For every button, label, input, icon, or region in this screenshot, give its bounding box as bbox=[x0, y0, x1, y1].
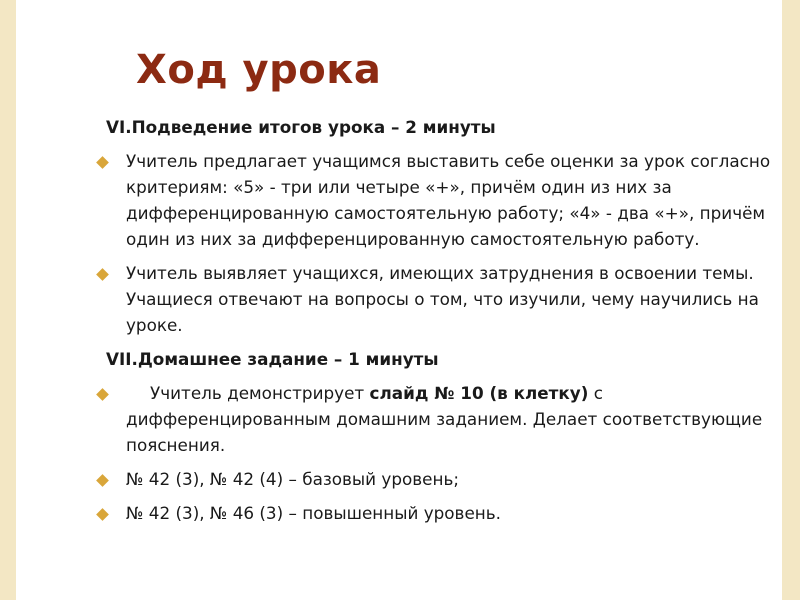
left-decorative-band bbox=[0, 0, 16, 600]
list-item-text: № 42 (3), № 42 (4) – базовый уровень; bbox=[126, 469, 460, 489]
list-item-text: Учитель выявляет учащихся, имеющих затруднения в освоении темы. Учащиеся отвечают на вопросы о том, что изучили, чему научились на уроке. bbox=[126, 263, 759, 335]
list-item-text: Учитель предлагает учащимся выставить себе оценки за урок согласно критериям: «5» - три или четыре «+», причём один из них за дифференцированную самостоятельную работу; «4» - два «+», причём один из них за дифференцированную самостоятельную работу. bbox=[126, 151, 771, 249]
list-item-text: № 42 (3), № 46 (3) – повышенный уровень. bbox=[126, 503, 501, 523]
list-item bbox=[98, 148, 788, 252]
list-item bbox=[98, 380, 788, 458]
diamond-bullet-icon bbox=[96, 474, 109, 487]
diamond-bullet-icon bbox=[96, 508, 109, 521]
section-heading-summary: VI.Подведение итогов урока – 2 минуты bbox=[106, 117, 496, 137]
diamond-bullet-icon bbox=[96, 388, 109, 401]
list-item-text: с дифференцированным домашним заданием. Делает соответствующие пояснения. bbox=[126, 383, 763, 455]
list-item bbox=[98, 260, 788, 338]
section-heading-homework: VII.Домашнее задание – 1 минуты bbox=[106, 349, 439, 369]
list-item-text: Учитель демонстрирует bbox=[150, 383, 370, 403]
diamond-bullet-icon bbox=[96, 268, 109, 281]
diamond-bullet-icon bbox=[96, 156, 109, 169]
slide-content bbox=[98, 114, 788, 534]
slide-title: Ход урока bbox=[136, 47, 382, 93]
list-item bbox=[98, 500, 788, 526]
list-item bbox=[98, 466, 788, 492]
slide-reference-text: слайд № 10 (в клетку) bbox=[369, 383, 589, 403]
